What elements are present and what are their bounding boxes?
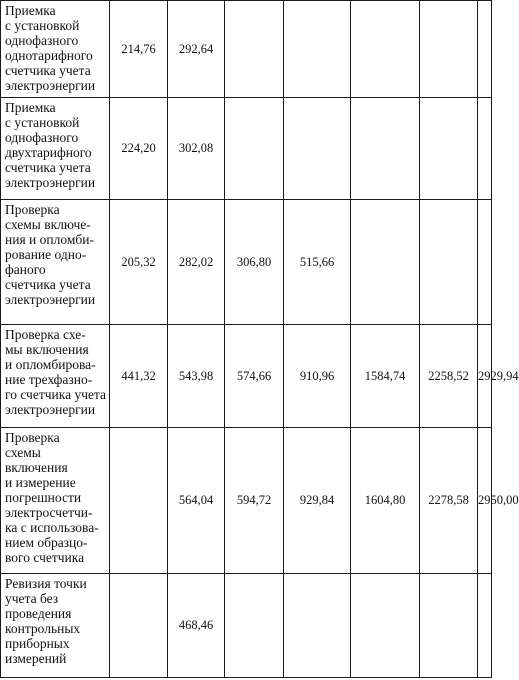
description-line: вого счетчика — [5, 550, 85, 565]
description-line: электроэнергии — [5, 175, 96, 190]
price-cell — [420, 200, 478, 325]
description-line: электросчетчи- — [5, 505, 93, 520]
table-row — [1, 200, 492, 325]
price-cell — [225, 574, 284, 678]
description-line: ния и опломби- — [5, 232, 94, 247]
price-cell: 2929,94 — [478, 325, 492, 428]
description-line: Приемка — [5, 3, 56, 18]
price-cell: 594,72 — [225, 428, 284, 574]
table-row — [1, 428, 492, 574]
description-line: двухтарифного — [5, 145, 92, 160]
price-cell: 910,96 — [284, 325, 351, 428]
price-cell — [351, 200, 420, 325]
price-cell: 574,66 — [225, 325, 284, 428]
description-line: однофазного — [5, 33, 79, 48]
price-cell: 515,66 — [284, 200, 351, 325]
description-line: ка с использова- — [5, 520, 99, 535]
price-cell: 214,76 — [110, 1, 168, 98]
description-line: электроэнергии — [5, 78, 96, 93]
description-line: с установкой — [5, 115, 80, 130]
table-body — [1, 1, 519, 678]
description-line: нием образцо- — [5, 535, 88, 550]
description-line: схемы — [5, 445, 41, 460]
price-cell — [351, 98, 420, 200]
description-line: схемы включе- — [5, 217, 91, 232]
description-line: счетчика учета — [5, 160, 91, 175]
price-cell — [225, 98, 284, 200]
service-description — [1, 428, 110, 574]
description-line: проведения — [5, 606, 72, 621]
description-line: электроэнергии — [5, 292, 96, 307]
price-cell: 468,46 — [168, 574, 225, 678]
description-line: счетчика учета — [5, 63, 91, 78]
price-cell: 292,64 — [168, 1, 225, 98]
table-row — [1, 325, 492, 428]
description-line: и опломбирова- — [5, 357, 96, 372]
description-line: включения — [5, 460, 68, 475]
price-cell: 441,32 — [110, 325, 168, 428]
price-cell — [351, 574, 420, 678]
description-line: однотарифного — [5, 48, 93, 63]
price-cell: 2258,52 — [420, 325, 478, 428]
description-line: рование одно- — [5, 247, 87, 262]
description-line: фаного — [5, 262, 46, 277]
table-row — [1, 574, 492, 678]
description-line: Проверка — [5, 430, 60, 445]
description-line: измерений — [5, 651, 67, 666]
service-description — [1, 325, 110, 428]
price-cell — [478, 98, 492, 200]
service-description — [1, 98, 110, 200]
price-cell — [478, 1, 492, 98]
price-cell: 929,84 — [284, 428, 351, 574]
description-line: мы включения — [5, 342, 89, 357]
price-cell — [478, 574, 492, 678]
price-cell: 564,04 — [168, 428, 225, 574]
description-line: Ревизия точки — [5, 576, 87, 591]
description-line: Проверка — [5, 202, 60, 217]
price-cell: 282,02 — [168, 200, 225, 325]
price-cell — [284, 1, 351, 98]
service-description — [1, 1, 110, 98]
description-line: учета без — [5, 591, 59, 606]
service-description — [1, 574, 110, 678]
service-description — [1, 200, 110, 325]
price-cell — [420, 98, 478, 200]
price-cell: 1604,80 — [351, 428, 420, 574]
description-line: приборных — [5, 636, 70, 651]
price-cell: 1584,74 — [351, 325, 420, 428]
price-cell — [225, 1, 284, 98]
price-cell: 2278,58 — [420, 428, 478, 574]
description-line: погрешности — [5, 490, 82, 505]
price-cell — [478, 200, 492, 325]
price-cell — [420, 1, 478, 98]
price-cell: 543,98 — [168, 325, 225, 428]
price-cell: 224,20 — [110, 98, 168, 200]
description-line: с установкой — [5, 18, 80, 33]
description-line: контрольных — [5, 621, 81, 636]
description-line: го счетчика учета — [5, 387, 107, 402]
description-line: ние трехфазно- — [5, 372, 93, 387]
price-cell — [110, 574, 168, 678]
price-cell: 306,80 — [225, 200, 284, 325]
price-cell — [351, 1, 420, 98]
price-cell: 2950,00 — [478, 428, 492, 574]
description-line: Приемка — [5, 100, 56, 115]
price-cell — [110, 428, 168, 574]
price-cell: 205,32 — [110, 200, 168, 325]
table-row — [1, 98, 492, 200]
price-cell — [284, 98, 351, 200]
price-cell — [284, 574, 351, 678]
description-line: счетчика учета — [5, 277, 91, 292]
description-line: и измерение — [5, 475, 76, 490]
description-line: Проверка схе- — [5, 327, 86, 342]
description-line: однофазного — [5, 130, 79, 145]
price-cell: 302,08 — [168, 98, 225, 200]
description-line: электроэнергии — [5, 402, 96, 417]
table-row — [1, 1, 492, 98]
price-cell — [420, 574, 478, 678]
